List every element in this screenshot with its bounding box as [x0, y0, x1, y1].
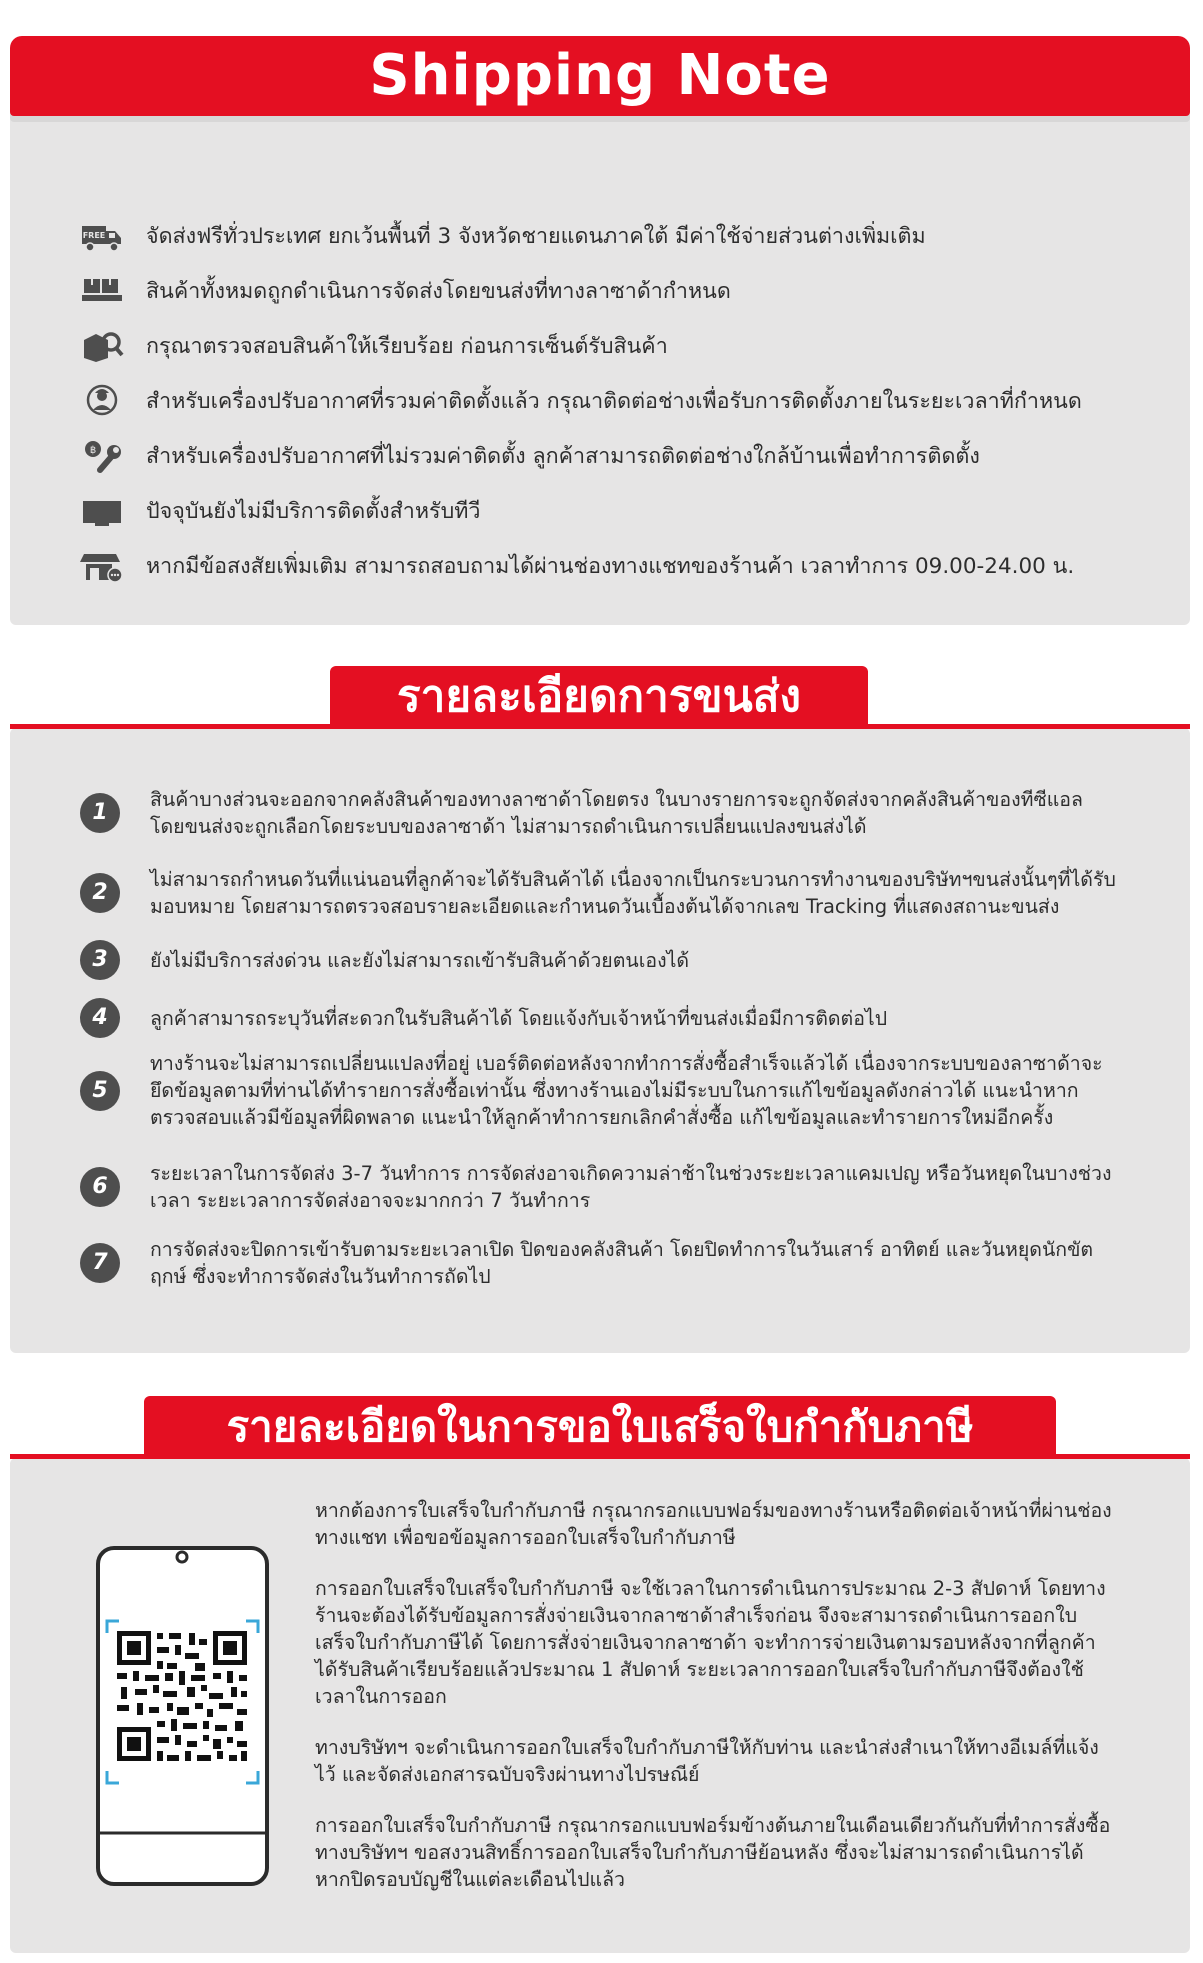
note-text: สำหรับเครื่องปรับอากาศที่รวมค่าติดตั้งแล้ว กรุณาติดต่อช่างเพื่อรับการติดตั้งภายในระยะเวลาที่กำหนด	[146, 388, 1082, 414]
detail-item	[80, 866, 1120, 920]
detail-item	[80, 940, 1120, 980]
svg-text:FREE: FREE	[82, 230, 106, 240]
shipping-note-title: Shipping Note	[10, 36, 1190, 116]
note-item	[80, 538, 1160, 593]
note-text: จัดส่งฟรีทั่วประเทศ ยกเว้นพื้นที่ 3 จังหวัดชายแดนภาคใต้ มีค่าใช้จ่ายส่วนต่างเพิ่มเติม	[146, 223, 926, 249]
tax-paragraph: การออกใบเสร็จใบเสร็จใบกำกับภาษี จะใช้เวลาในการดำเนินการประมาณ 2-3 สัปดาห์ โดยทางร้านจะต้องได้รับข้อมูลการสั่งจ่ายเงินจากลาซาด้าสำเร็จก่อน จึงจะสามารถดำเนินการออกใบเสร็จใบกำกับภาษีได้ โดยการสั่งจ่ายเงินจากลาซาด้า จะทำการจ่ายเงินตามรอบหลังจากที่ลูกค้าได้รับสินค้าเรียบร้อยแล้วประมาณ 1 สัปดาห์ ระยะเวลาการออกใบเสร็จใบกำกับภาษีจึงต้องใช้เวลาในการออก	[315, 1577, 1106, 1708]
note-item	[80, 263, 1160, 318]
detail-text: ทางร้านจะไม่สามารถเปลี่ยนแปลงที่อยู่ เบอร์ติดต่อหลังจากทำการสั่งซื้อสำเร็จแล้วได้ เนื่องจากระบบของลาซาด้าจะยึดข้อมูลตามที่ท่านได้ทำรายการสั่งซื้อเท่านั้น ซึ่งทางร้านเองไม่มีระบบในการแก้ไขข้อมูลดังกล่าวได้ แนะนำหากตรวจสอบแล้วมีข้อมูลที่ผิดพลาด แนะนำให้ลูกค้าทำการยกเลิกคำสั่งซื้อ แก้ไขข้อมูลและทำรายการใหม่อีกครั้ง	[150, 1052, 1103, 1129]
detail-text: การจัดส่งจะปิดการเข้ารับตามระยะเวลาเปิด ปิดของคลังสินค้า โดยปิดทำการในวันเสาร์ อาทิตย์ และวันหยุดนักขัตฤกษ์ ซึ่งจะทำการจัดส่งในวันทำการถัดไป	[150, 1238, 1094, 1288]
note-item	[80, 208, 1160, 263]
detail-item	[80, 1160, 1120, 1214]
detail-text: สินค้าบางส่วนจะออกจากคลังสินค้าของทางลาซาด้าโดยตรง ในบางรายการจะถูกจัดส่งจากคลังสินค้าของทีซีแอล โดยขนส่งจะถูกเลือกโดยระบบของลาซาด้า ไม่สามารถดำเนินการเปลี่ยนแปลงขนส่งได้	[150, 788, 1083, 838]
detail-number: 3	[80, 940, 120, 980]
detail-number: 7	[80, 1243, 120, 1283]
phone-qr-illustration	[95, 1545, 270, 1887]
detail-item	[80, 786, 1120, 840]
detail-number: 1	[80, 793, 120, 833]
shop-chat-icon	[80, 548, 124, 584]
detail-number: 2	[80, 873, 120, 913]
note-text: หากมีข้อสงสัยเพิ่มเติม สามารถสอบถามได้ผ่านช่องทางแชทของร้านค้า เวลาทำการ 09.00-24.00 น.	[146, 553, 1075, 579]
qr-code	[115, 1629, 249, 1763]
detail-number: 6	[80, 1167, 120, 1207]
shipping-details-title: รายละเอียดการขนส่ง	[330, 666, 868, 728]
tax-invoice-title: รายละเอียดในการขอใบเสร็จใบกำกับภาษี	[144, 1396, 1056, 1458]
tax-paragraph: การออกใบเสร็จใบกำกับภาษี กรุณากรอกแบบฟอร์มข้างต้นภายในเดือนเดียวกันกับที่ทำการสั่งซื้อ ทางบริษัทฯ ขอสงวนสิทธิ์การออกใบเสร็จใบกำกับภาษีย้อนหลัง ซึ่งจะไม่สามารถดำเนินการได้หากปิดรอบบัญชีในแต่ละเดือนไปแล้ว	[315, 1814, 1111, 1891]
box-inspect-icon	[80, 328, 124, 364]
free-delivery-truck-icon	[80, 218, 124, 254]
tax-paragraph: ทางบริษัทฯ จะดำเนินการออกใบเสร็จใบกำกับภาษีให้กับท่าน และนำส่งสำเนาให้ทางอีเมล์ที่แจ้งไว้ และจัดส่งเอกสารฉบับจริงผ่านทางไปรษณีย์	[315, 1736, 1099, 1786]
svg-text:฿: ฿	[89, 444, 97, 456]
note-item	[80, 373, 1160, 428]
wrench-coin-icon	[80, 438, 124, 474]
installer-person-icon	[80, 383, 124, 419]
detail-text: ยังไม่มีบริการส่งด่วน และยังไม่สามารถเข้ารับสินค้าด้วยตนเองได้	[150, 948, 690, 972]
detail-number: 5	[80, 1071, 120, 1111]
note-text: ปัจจุบันยังไม่มีบริการติดตั้งสำหรับทีวี	[146, 498, 481, 524]
detail-item	[80, 998, 1120, 1038]
note-item	[80, 318, 1160, 373]
detail-number: 4	[80, 998, 120, 1038]
boxes-shipping-icon	[80, 273, 124, 309]
detail-item	[80, 1050, 1120, 1131]
note-text: สำหรับเครื่องปรับอากาศที่ไม่รวมค่าติดตั้ง ลูกค้าสามารถติดต่อช่างใกล้บ้านเพื่อทำการติดตั้ง	[146, 443, 980, 469]
tax-paragraph: หากต้องการใบเสร็จใบกำกับภาษี กรุณากรอกแบบฟอร์มของทางร้านหรือติดต่อเจ้าหน้าที่ผ่านช่องทางแชท เพื่อขอข้อมูลการออกใบเสร็จใบกำกับภาษี	[315, 1499, 1112, 1549]
detail-text: ลูกค้าสามารถระบุวันที่สะดวกในรับสินค้าได้ โดยแจ้งกับเจ้าหน้าที่ขนส่งเมื่อมีการติดต่อไป	[150, 1006, 888, 1030]
tax-invoice-text	[315, 1497, 1115, 1917]
detail-item	[80, 1236, 1120, 1290]
detail-text: ระยะเวลาในการจัดส่ง 3-7 วันทำการ การจัดส่งอาจเกิดความล่าช้าในช่วงระยะเวลาแคมเปญ หรือวันหยุดในบางช่วงเวลา ระยะเวลาการจัดส่งอาจจะมากกว่า 7 วันทำการ	[150, 1162, 1112, 1212]
shipping-note-list	[80, 208, 1160, 593]
detail-text: ไม่สามารถกำหนดวันที่แน่นอนที่ลูกค้าจะได้รับสินค้าได้ เนื่องจากเป็นกระบวนการทำงานของบริษัทฯขนส่งนั้นๆที่ได้รับมอบหมาย โดยสามารถตรวจสอบรายละเอียดและกำหนดวันเบื้องต้นได้จากเลข Tracking ที่แสดงสถานะขนส่ง	[150, 868, 1116, 918]
note-text: กรุณาตรวจสอบสินค้าให้เรียบร้อย ก่อนการเซ็นต์รับสินค้า	[146, 333, 668, 359]
note-item	[80, 483, 1160, 538]
tv-icon	[80, 493, 124, 529]
note-item	[80, 428, 1160, 483]
note-text: สินค้าทั้งหมดถูกดำเนินการจัดส่งโดยขนส่งที่ทางลาซาด้ากำหนด	[146, 278, 731, 304]
